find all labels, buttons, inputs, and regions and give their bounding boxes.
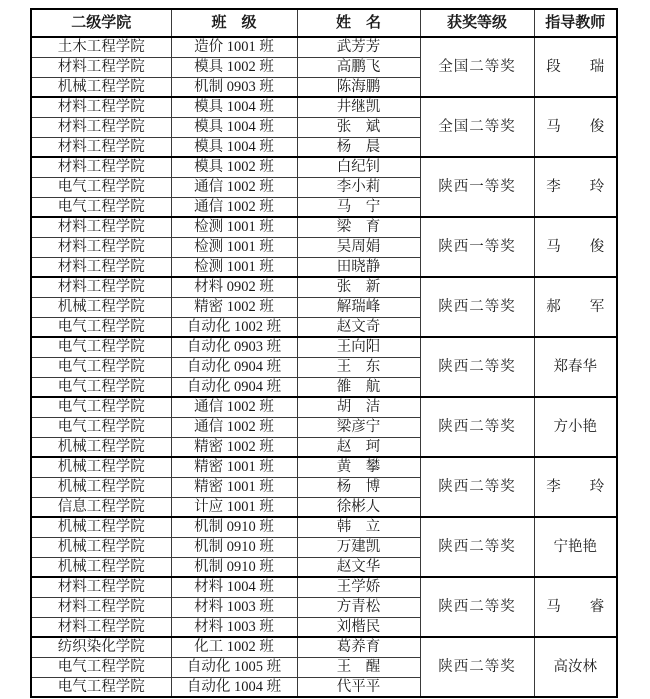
college-cell: 电气工程学院 [31,417,171,437]
award-level-cell: 全国二等奖 [420,37,534,97]
class-cell: 检测 1001 班 [171,257,297,277]
college-cell: 材料工程学院 [31,217,171,237]
student-name-cell: 张 斌 [297,117,420,137]
teacher-cell: 方小艳 [534,397,617,457]
class-cell: 机制 0910 班 [171,537,297,557]
student-name-cell: 田晓静 [297,257,420,277]
class-cell: 模具 1002 班 [171,57,297,77]
college-cell: 机械工程学院 [31,437,171,457]
college-cell: 材料工程学院 [31,257,171,277]
college-cell: 机械工程学院 [31,297,171,317]
teacher-cell: 马 睿 [534,577,617,637]
award-level-cell: 陕西二等奖 [420,457,534,517]
award-level-cell: 陕西二等奖 [420,397,534,457]
table-row [31,277,617,297]
student-name-cell: 李小莉 [297,177,420,197]
class-cell: 材料 0902 班 [171,277,297,297]
student-name-cell: 方青松 [297,597,420,617]
student-name-cell: 张 新 [297,277,420,297]
student-name-cell: 高鹏飞 [297,57,420,77]
college-cell: 电气工程学院 [31,397,171,417]
award-level-cell: 陕西一等奖 [420,217,534,277]
class-cell: 造价 1001 班 [171,37,297,57]
college-cell: 材料工程学院 [31,617,171,637]
class-cell: 自动化 1004 班 [171,677,297,697]
table-row [31,97,617,117]
class-cell: 机制 0910 班 [171,517,297,537]
class-cell: 模具 1004 班 [171,117,297,137]
award-level-cell: 全国二等奖 [420,97,534,157]
table-row [31,157,617,177]
class-cell: 通信 1002 班 [171,177,297,197]
header-award: 获奖等级 [420,9,534,37]
award-level-cell: 陕西二等奖 [420,637,534,697]
table-row [31,37,617,57]
student-name-cell: 武芳芳 [297,37,420,57]
college-cell: 电气工程学院 [31,337,171,357]
teacher-cell: 马 俊 [534,217,617,277]
college-cell: 材料工程学院 [31,117,171,137]
college-cell: 纺织染化学院 [31,637,171,657]
class-cell: 模具 1004 班 [171,137,297,157]
college-cell: 电气工程学院 [31,357,171,377]
student-name-cell: 徐彬人 [297,497,420,517]
college-cell: 电气工程学院 [31,197,171,217]
student-name-cell: 王学娇 [297,577,420,597]
header-class: 班 级 [171,9,297,37]
class-cell: 自动化 0903 班 [171,337,297,357]
student-name-cell: 王 东 [297,357,420,377]
student-name-cell: 赵文奇 [297,317,420,337]
student-name-cell: 胡 洁 [297,397,420,417]
table-row [31,217,617,237]
class-cell: 自动化 0904 班 [171,357,297,377]
college-cell: 机械工程学院 [31,77,171,97]
teacher-cell: 宁艳艳 [534,517,617,577]
award-level-cell: 陕西一等奖 [420,157,534,217]
student-name-cell: 万建凯 [297,537,420,557]
award-level-cell: 陕西二等奖 [420,277,534,337]
class-cell: 自动化 1005 班 [171,657,297,677]
college-cell: 材料工程学院 [31,597,171,617]
student-name-cell: 白纪钊 [297,157,420,177]
table-row [31,457,617,477]
class-cell: 模具 1002 班 [171,157,297,177]
college-cell: 材料工程学院 [31,237,171,257]
college-cell: 机械工程学院 [31,537,171,557]
class-cell: 计应 1001 班 [171,497,297,517]
header-college: 二级学院 [31,9,171,37]
college-cell: 电气工程学院 [31,677,171,697]
student-name-cell: 井继凯 [297,97,420,117]
award-results-table [30,8,618,698]
college-cell: 机械工程学院 [31,557,171,577]
table-row [31,517,617,537]
teacher-cell: 郑春华 [534,337,617,397]
student-name-cell: 代平平 [297,677,420,697]
student-name-cell: 陈海鹏 [297,77,420,97]
class-cell: 材料 1003 班 [171,597,297,617]
college-cell: 电气工程学院 [31,377,171,397]
student-name-cell: 黄 攀 [297,457,420,477]
class-cell: 通信 1002 班 [171,417,297,437]
college-cell: 土木工程学院 [31,37,171,57]
student-name-cell: 杨 博 [297,477,420,497]
class-cell: 材料 1003 班 [171,617,297,637]
teacher-cell: 李 玲 [534,157,617,217]
class-cell: 精密 1001 班 [171,457,297,477]
student-name-cell: 马 宁 [297,197,420,217]
table-row [31,577,617,597]
class-cell: 精密 1002 班 [171,437,297,457]
teacher-cell: 李 玲 [534,457,617,517]
college-cell: 机械工程学院 [31,457,171,477]
table-row [31,637,617,657]
student-name-cell: 韩 立 [297,517,420,537]
table-body [31,37,617,697]
college-cell: 材料工程学院 [31,277,171,297]
student-name-cell: 梁 育 [297,217,420,237]
class-cell: 自动化 0904 班 [171,377,297,397]
student-name-cell: 刘楷民 [297,617,420,637]
teacher-cell: 郝 军 [534,277,617,337]
college-cell: 电气工程学院 [31,657,171,677]
class-cell: 精密 1001 班 [171,477,297,497]
college-cell: 材料工程学院 [31,57,171,77]
class-cell: 检测 1001 班 [171,237,297,257]
student-name-cell: 赵文华 [297,557,420,577]
college-cell: 机械工程学院 [31,477,171,497]
college-cell: 材料工程学院 [31,577,171,597]
college-cell: 电气工程学院 [31,317,171,337]
class-cell: 通信 1002 班 [171,397,297,417]
class-cell: 化工 1002 班 [171,637,297,657]
class-cell: 材料 1004 班 [171,577,297,597]
header-teacher: 指导教师 [534,9,617,37]
student-name-cell: 杨 晨 [297,137,420,157]
table-row [31,397,617,417]
award-level-cell: 陕西二等奖 [420,577,534,637]
header-student: 姓 名 [297,9,420,37]
teacher-cell: 段 瑞 [534,37,617,97]
student-name-cell: 梁彦宁 [297,417,420,437]
class-cell: 通信 1002 班 [171,197,297,217]
college-cell: 材料工程学院 [31,137,171,157]
table-header [31,9,617,37]
class-cell: 检测 1001 班 [171,217,297,237]
award-level-cell: 陕西二等奖 [420,517,534,577]
student-name-cell: 赵 珂 [297,437,420,457]
award-level-cell: 陕西二等奖 [420,337,534,397]
table-row [31,337,617,357]
student-name-cell: 吴周娟 [297,237,420,257]
college-cell: 机械工程学院 [31,517,171,537]
student-name-cell: 葛养育 [297,637,420,657]
college-cell: 材料工程学院 [31,157,171,177]
student-name-cell: 王向阳 [297,337,420,357]
college-cell: 信息工程学院 [31,497,171,517]
college-cell: 材料工程学院 [31,97,171,117]
student-name-cell: 雒 航 [297,377,420,397]
student-name-cell: 解瑞峰 [297,297,420,317]
header-row [31,9,617,37]
class-cell: 机制 0910 班 [171,557,297,577]
teacher-cell: 高汝林 [534,637,617,697]
teacher-cell: 马 俊 [534,97,617,157]
class-cell: 模具 1004 班 [171,97,297,117]
class-cell: 自动化 1002 班 [171,317,297,337]
class-cell: 精密 1002 班 [171,297,297,317]
class-cell: 机制 0903 班 [171,77,297,97]
student-name-cell: 王 醒 [297,657,420,677]
college-cell: 电气工程学院 [31,177,171,197]
